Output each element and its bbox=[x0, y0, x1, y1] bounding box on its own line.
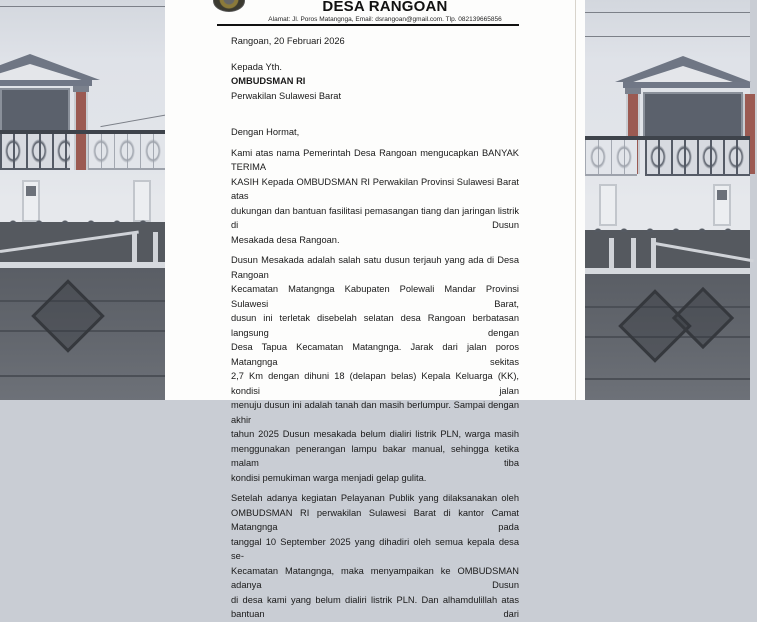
paragraph-line: Kecamatan Matangnga, maka menyampaikan ke OMBUDSMAN adanya Dusun bbox=[231, 565, 519, 590]
paragraph-background bbox=[231, 253, 519, 485]
power-line bbox=[0, 6, 165, 7]
roof-edge bbox=[0, 216, 165, 224]
paragraph-line: Kecamatan Matangnga Kabupaten Polewali Mandar Provinsi Sulawesi Barat, bbox=[231, 284, 519, 309]
background-photo-left bbox=[0, 0, 165, 400]
balcony-railing bbox=[645, 140, 750, 176]
letter-body bbox=[231, 34, 519, 622]
canopy-post bbox=[153, 232, 158, 264]
power-line bbox=[585, 12, 750, 13]
paragraph-line: menggunakan penerangan lampu bakar manual, sehingga ketika malam tiba bbox=[231, 443, 519, 468]
paragraph-line: tahun 2025 Dusun mesakada belum dialiri listrik PLN, warga masih bbox=[231, 429, 519, 439]
letter-document bbox=[165, 0, 585, 619]
paragraph-line: menuju dusun ini adalah tanah dan masih berlumpur. Sampai dengan akhir bbox=[231, 400, 519, 425]
place-date: Rangoan, 20 Februari 2026 bbox=[231, 36, 345, 46]
paragraph-line: 2,7 Km dengan dihuni 18 (delapan belas) Kepala Keluarga (KK), kondisi jalan bbox=[231, 371, 519, 396]
paragraph-line: kondisi pemukiman warga menjadi gelap gulita. bbox=[231, 472, 427, 483]
letterhead-address: Alamat: Jl. Poros Matangnga, Email: dsrangoan@gmail.com. Tlp. 082139665856 bbox=[268, 16, 502, 23]
canopy-post bbox=[631, 238, 636, 268]
roof-edge bbox=[585, 224, 750, 232]
page-edge bbox=[575, 0, 576, 400]
canopy-post bbox=[609, 238, 614, 268]
letterhead-title: DESA RANGOAN bbox=[322, 0, 448, 15]
balcony-window bbox=[0, 88, 70, 132]
canopy-roof bbox=[0, 222, 165, 266]
paragraph-thanks bbox=[231, 146, 519, 248]
recipient-name: OMBUDSMAN RI bbox=[231, 76, 306, 86]
paragraph-line: OMBUDSMAN RI perwakilan Sulawesi Barat di kantor Camat Matangnga pada bbox=[231, 507, 519, 532]
power-line bbox=[100, 114, 169, 127]
cornice bbox=[623, 82, 750, 88]
small-window bbox=[713, 184, 731, 226]
power-line bbox=[585, 36, 750, 37]
paragraph-line: KASIH Kepada OMBUDSMAN RI Perwakilan Provinsi Sulawesi Barat atas bbox=[231, 176, 519, 201]
small-window bbox=[599, 184, 617, 226]
paragraph-line: Setelah adanya kegiatan Pelayanan Publik yang dilaksanakan oleh bbox=[231, 493, 519, 503]
paragraph-line: dusun ini terletak disebelah selatan desa Rangoan berbatasan langsung dengan bbox=[231, 313, 519, 338]
wall-line bbox=[585, 378, 750, 380]
paragraph-line: dukungan dan bantuan fasilitasi pemasangan tiang dan jaringan listrik di Dusun bbox=[231, 205, 519, 230]
recipient-office: Perwakilan Sulawesi Barat bbox=[231, 90, 342, 101]
balcony-railing bbox=[0, 134, 70, 170]
background-photo-right bbox=[585, 0, 750, 400]
paragraph-ombudsman-visit bbox=[231, 491, 519, 622]
wall-line bbox=[0, 375, 165, 377]
paragraph-line: di desa kami yang belum dialiri listrik PLN. Dan alhamdulillah atas bantuan dari bbox=[231, 594, 519, 619]
paragraph-line: Desa Tapua Kecamatan Matangnga. Jarak dari jalan poros Matangnga sekitas bbox=[231, 342, 519, 367]
paragraph-line: Dusun Mesakada adalah salah satu dusun terjauh yang ada di Desa Rangoan bbox=[231, 255, 519, 280]
balcony-railing bbox=[585, 140, 637, 176]
paragraph-line: Mesakada desa Rangoan. bbox=[231, 234, 340, 245]
balcony-window bbox=[643, 92, 743, 138]
letterhead-divider bbox=[217, 24, 519, 26]
recipient-salutation: Kepada Yth. bbox=[231, 61, 283, 72]
canopy-post bbox=[132, 232, 137, 264]
greeting: Dengan Hormat, bbox=[231, 127, 300, 137]
paragraph-line: tanggal 10 September 2025 yang dihadiri oleh semua kepala desa se- bbox=[231, 536, 519, 561]
paragraph-line: Kami atas nama Pemerintah Desa Rangoan mengucapkan BANYAK TERIMA bbox=[231, 147, 519, 172]
balcony-railing bbox=[88, 134, 165, 170]
